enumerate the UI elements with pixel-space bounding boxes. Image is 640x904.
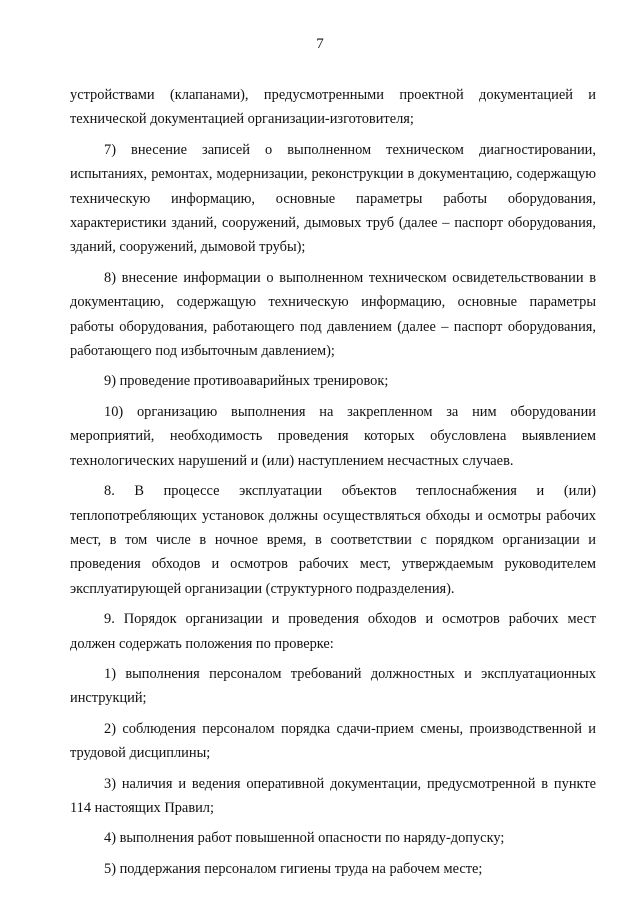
document-body <box>70 83 596 887</box>
paragraph-item-7: 7) внесение записей о выполненном техническом диагностировании, испытаниях, ремонтах, модернизации, реконструкции в документацию, содержащую техническую информацию, основные параметры работы оборудования, характеристики зданий, сооружений, дымовых труб (далее – паспорт оборудования, зданий, сооружений, дымовой трубы); <box>70 141 596 256</box>
paragraph-item-8: 8) внесение информации о выполненном техническом освидетельствовании в документацию, содержащую техническую информацию, основные параметры работы оборудования, работающего под давлением (далее – паспорт оборудования, работающего под избыточным давлением); <box>70 269 596 360</box>
paragraph-item-10: 10) организацию выполнения на закрепленном за ним оборудовании мероприятий, необходимость проведения которых обусловлена выявлением технологических нарушений и (или) наступлением несчастных случаев. <box>70 403 596 469</box>
paragraph-clause-8: 8. В процессе эксплуатации объектов теплоснабжения и (или) теплопотребляющих установок должны осуществляться обходы и осмотры рабочих мест, в том числе в ночное время, в соответствии с порядком организации и проведения обходов и осмотров рабочих мест, утверждаемым руководителем эксплуатирующей организации (структурного подразделения). <box>70 483 596 597</box>
page-number: 7 <box>316 36 324 52</box>
paragraph-subitem-3: 3) наличия и ведения оперативной документации, предусмотренной в пункте 114 настоящих Правил; <box>70 775 596 816</box>
paragraph-clause-9: 9. Порядок организации и проведения обходов и осмотров рабочих мест должен содержать положения по проверке: <box>70 611 596 652</box>
paragraph-item-9: 9) проведение противоаварийных тренировок; <box>104 373 389 390</box>
paragraph-subitem-2: 2) соблюдения персоналом порядка сдачи-прием смены, производственной и трудовой дисциплины; <box>70 720 596 762</box>
paragraph-subitem-5: 5) поддержания персоналом гигиены труда на рабочем месте; <box>104 860 483 877</box>
paragraph-subitem-4: 4) выполнения работ повышенной опасности по наряду-допуску; <box>104 830 505 847</box>
paragraph-continuation: устройствами (клапанами), предусмотренными проектной документацией и технической документацией организации-изготовителя; <box>70 87 596 128</box>
paragraph-subitem-1: 1) выполнения персоналом требований должностных и эксплуатационных инструкций; <box>70 665 596 707</box>
